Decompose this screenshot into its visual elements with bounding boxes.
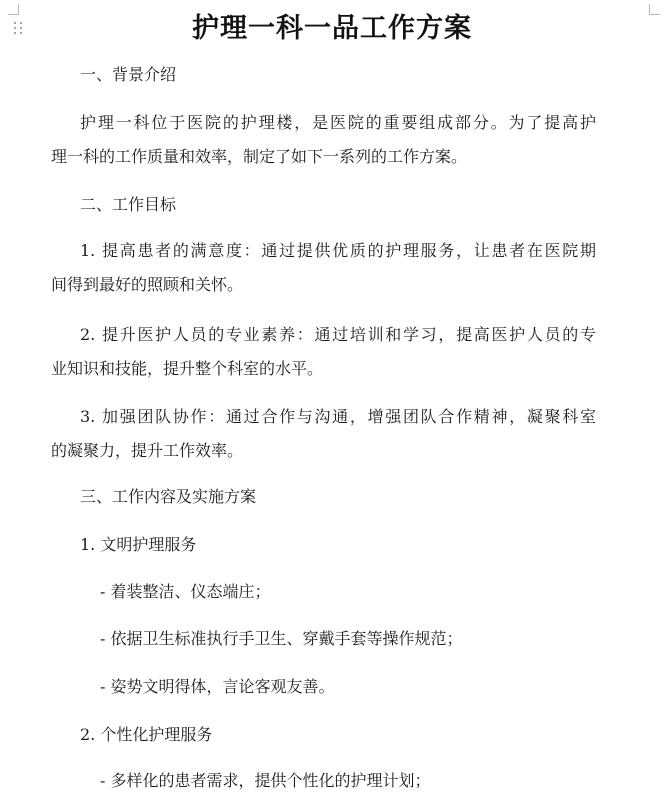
list-item: - 姿势文明得体，言论客观友善。 bbox=[100, 677, 335, 696]
document-title: 护理一科一品工作方案 bbox=[192, 13, 472, 44]
goal-1-line-2: 间得到最好的照顾和关怀。 bbox=[51, 275, 244, 294]
paragraph-background-line-2: 理一科的工作质量和效率，制定了如下一系列的工作方案。 bbox=[51, 147, 468, 166]
goal-2-line-2: 业知识和技能，提升整个科室的水平。 bbox=[51, 359, 324, 378]
list-item: - 多样化的患者需求，提供个性化的护理计划； bbox=[100, 771, 431, 790]
list-item: - 着装整洁、仪态端庄； bbox=[100, 582, 271, 601]
paragraph-background-line-1: 护理一科位于医院的护理楼，是医院的重要组成部分。为了提高护 bbox=[80, 113, 596, 132]
goal-3-line-1: 3. 加强团队协作：通过合作与沟通，增强团队合作精神，凝聚科室 bbox=[80, 407, 596, 426]
section-heading-goals: 二、工作目标 bbox=[80, 195, 177, 214]
section-heading-content: 三、工作内容及实施方案 bbox=[80, 487, 257, 506]
goal-1-line-1: 1. 提高患者的满意度：通过提供优质的护理服务，让患者在医院期 bbox=[80, 241, 596, 260]
subsection-heading-personalized-care: 2. 个性化护理服务 bbox=[80, 725, 213, 744]
goal-3-line-2: 的凝聚力，提升工作效率。 bbox=[51, 441, 244, 460]
goal-2-line-1: 2. 提升医护人员的专业素养：通过培训和学习，提高医护人员的专 bbox=[80, 325, 596, 344]
list-item: - 依据卫生标准执行手卫生、穿戴手套等操作规范； bbox=[100, 629, 463, 648]
subsection-heading-civilized-care: 1. 文明护理服务 bbox=[80, 535, 197, 554]
section-heading-background: 一、背景介绍 bbox=[80, 65, 177, 84]
